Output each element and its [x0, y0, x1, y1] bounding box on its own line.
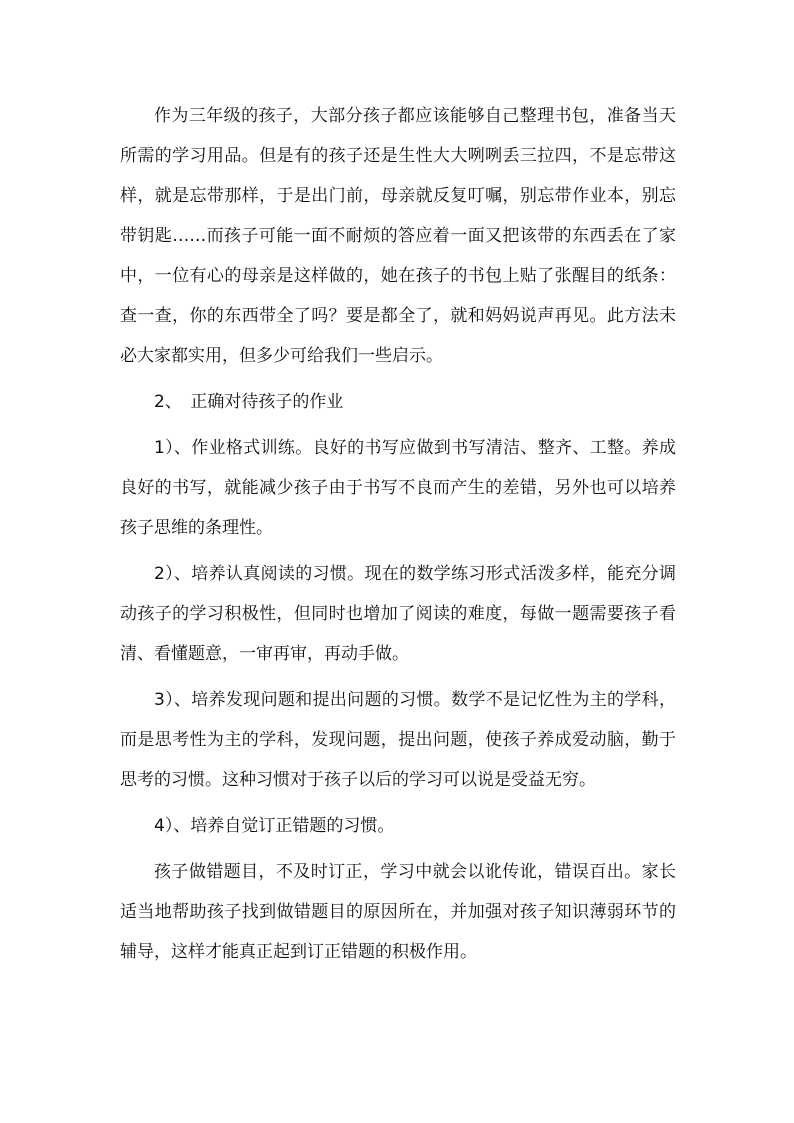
paragraph-format-training: 1）、作业格式训练。良好的书写应做到书写清洁、整齐、工整。养成良好的书写，就能减少孩子由于书写不良而产生的差错，另外也可以培养孩子思维的条理性。	[120, 438, 676, 538]
paragraph-correction-heading: 4）、培养自觉订正错题的习惯。	[154, 816, 395, 836]
paragraph-school-bag: 作为三年级的孩子，大部分孩子都应该能够自己整理书包，准备当天所需的学习用品。但是有的孩子还是生性大大咧咧丢三拉四，不是忘带这样，就是忘带那样，于是出门前，母亲就反复叮嘱，别忘带作业本，别忘带钥匙……而孩子可能一面不耐烦的答应着一面又把该带的东西丢在了家中，一位有心的母亲是这样做的，她在孩子的书包上贴了张醒目的纸条：查一查，你的东西带全了吗？要是都全了，就和妈妈说声再见。此方法未必大家都实用，但多少可给我们一些启示。	[120, 106, 676, 366]
section-heading-homework: 2、 正确对待孩子的作业	[154, 392, 344, 412]
paragraph-question-habit: 3）、培养发现问题和提出问题的习惯。数学不是记忆性为主的学科，而是思考性为主的学科，发现问题，提出问题，使孩子养成爱动脑，勤于思考的习惯。这种习惯对于孩子以后的学习可以说是受益无穷。	[120, 690, 676, 790]
paragraph-reading-habit: 2）、培养认真阅读的习惯。现在的数学练习形式活泼多样，能充分调动孩子的学习积极性，但同时也增加了阅读的难度，每做一题需要孩子看清、看懂题意，一审再审，再动手做。	[120, 564, 676, 664]
paragraph-correction-detail: 孩子做错题目，不及时订正，学习中就会以讹传讹，错误百出。家长适当地帮助孩子找到做错题目的原因所在，并加强对孩子知识薄弱环节的辅导，这样才能真正起到订正错题的积极作用。	[120, 862, 676, 962]
document-body	[120, 96, 676, 972]
